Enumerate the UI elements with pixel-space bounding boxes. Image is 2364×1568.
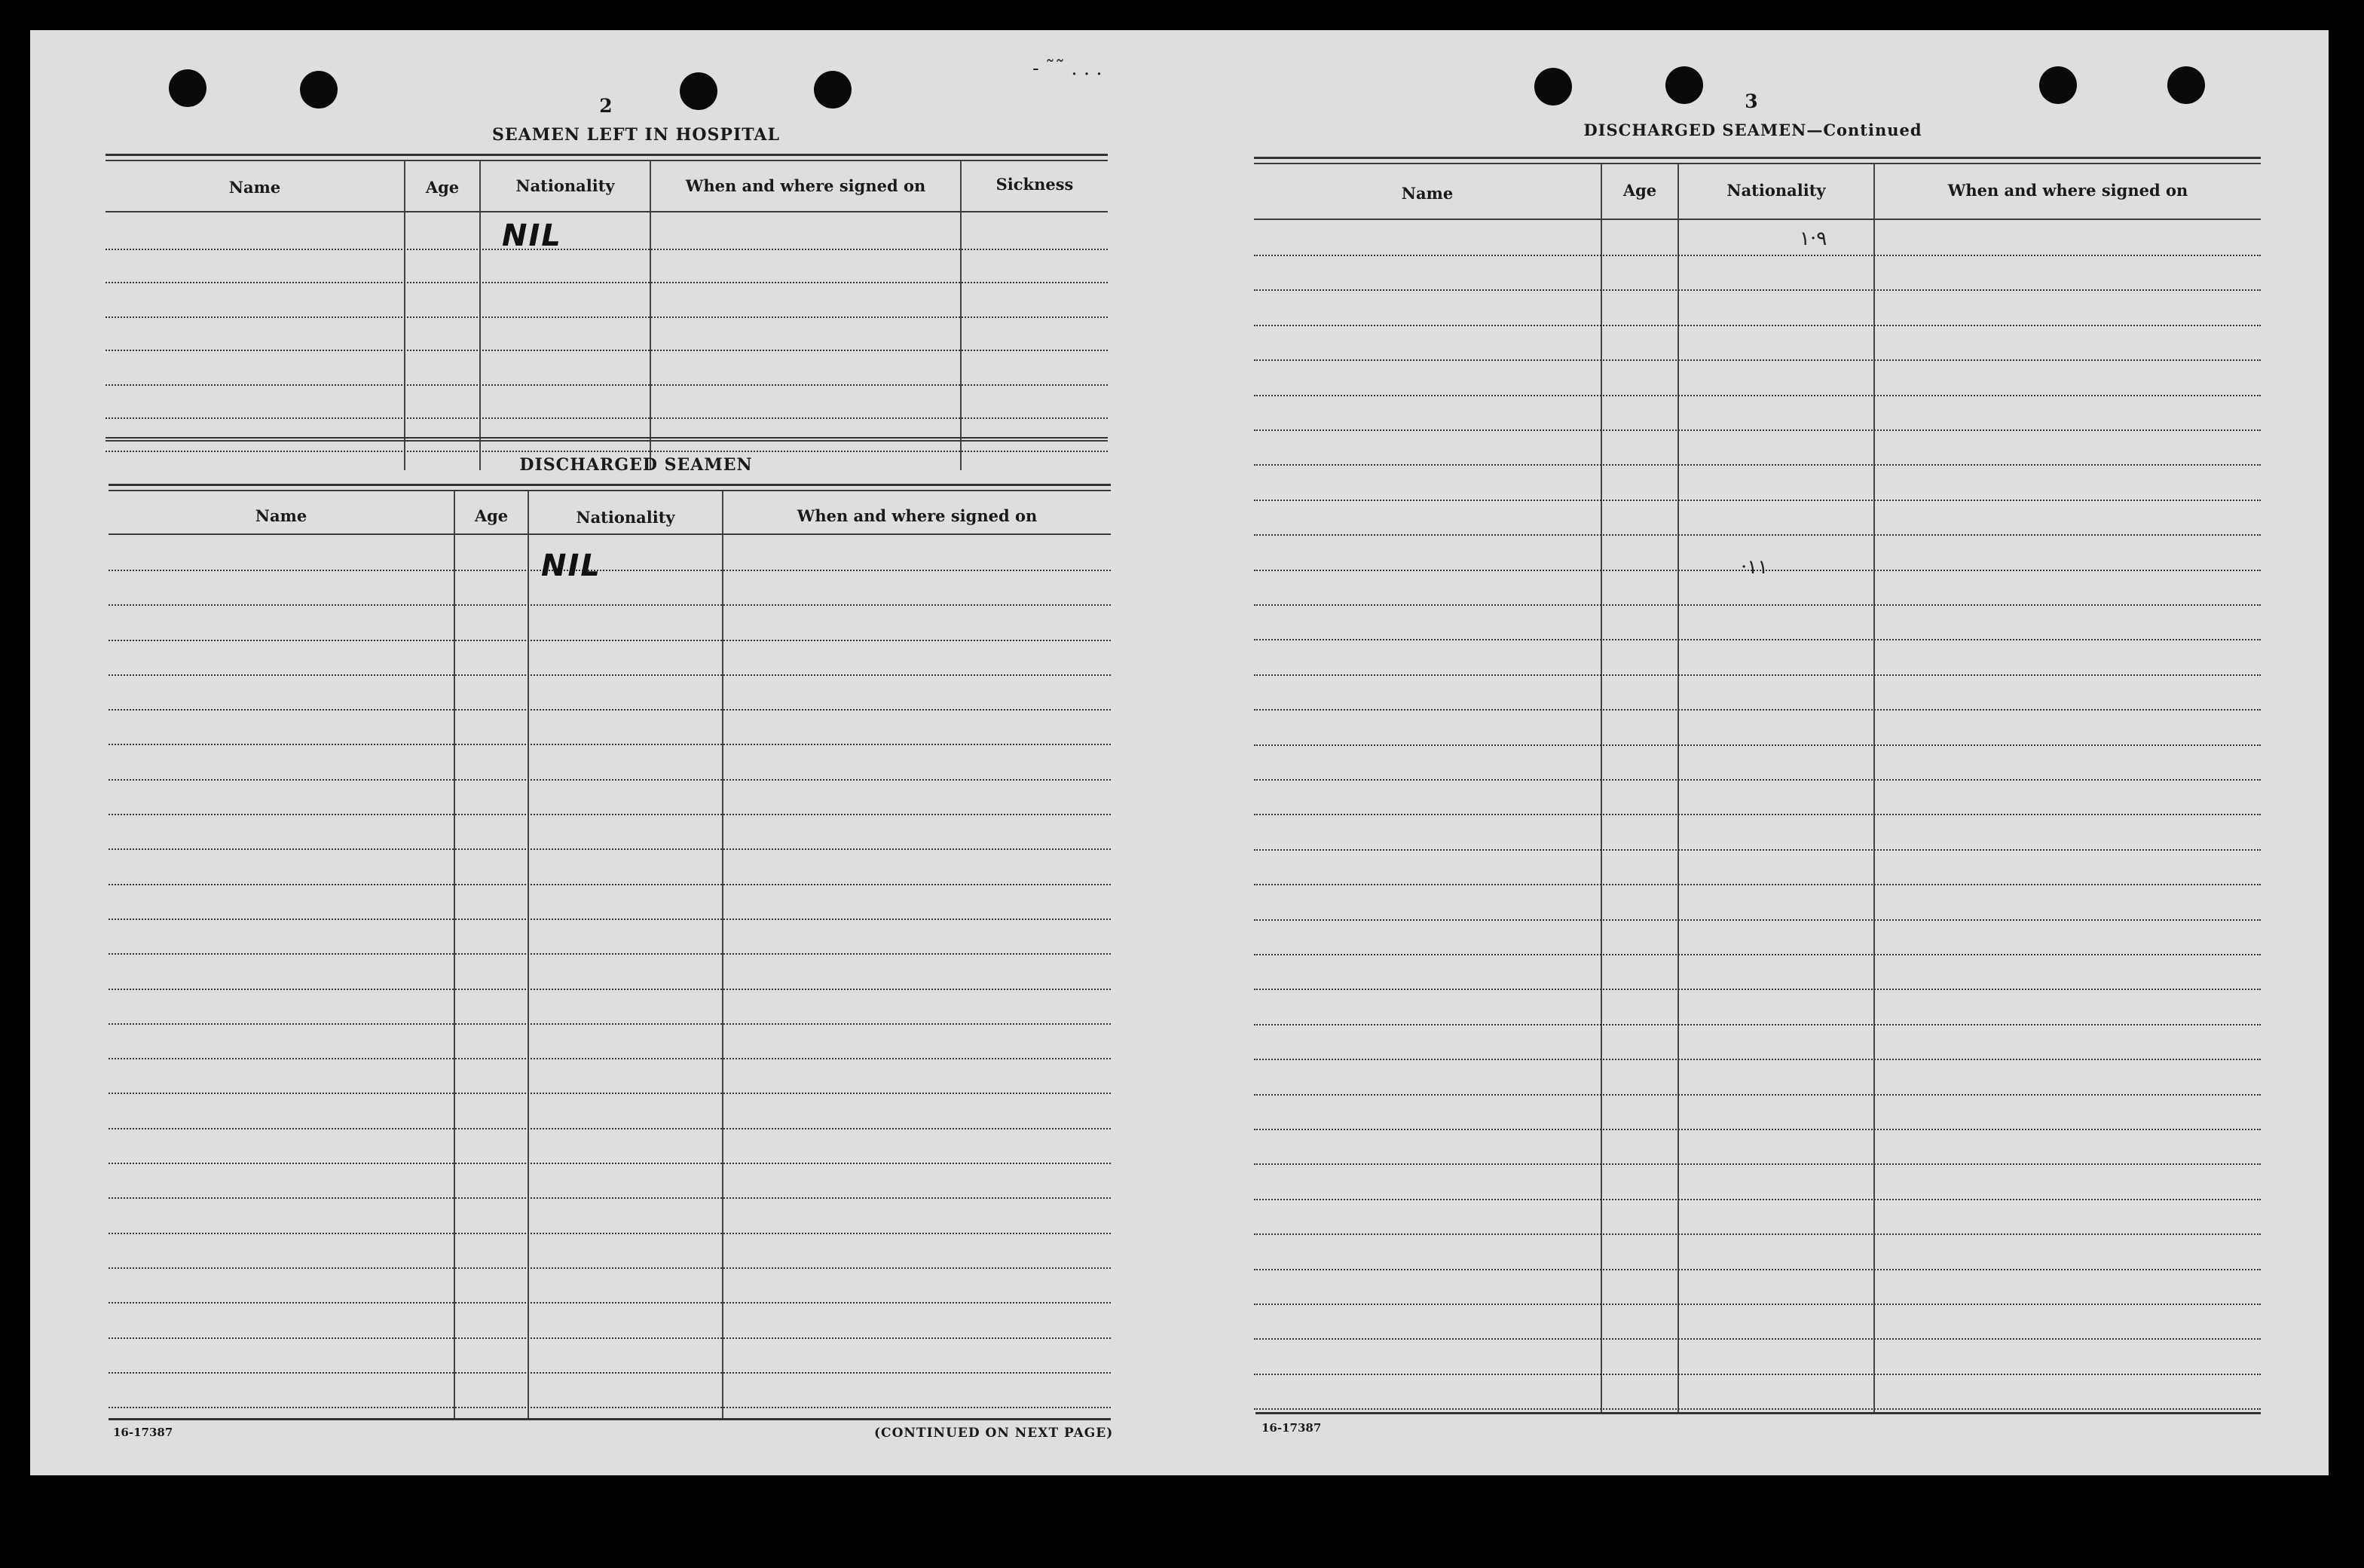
table-row: [106, 282, 1108, 283]
hospital-col-divider: [960, 161, 962, 470]
table-row: [109, 604, 1111, 606]
discharged-entry-handwritten: NIL: [541, 549, 601, 583]
right-top-rule: [1254, 157, 2261, 159]
table-row: [1254, 744, 2261, 746]
right-top-rule: [1254, 163, 2261, 164]
table-row: [109, 1233, 1111, 1234]
left-form-number: 16-17387: [113, 1426, 173, 1439]
hospital-header-nationality: Nationality: [515, 176, 615, 195]
discharged-header-age: Age: [474, 506, 509, 525]
discharged-top-rule: [109, 484, 1111, 486]
table-row: [1254, 639, 2261, 640]
table-row: [109, 1058, 1111, 1059]
table-row: [109, 953, 1111, 955]
hospital-header-signed-on: When and where signed on: [685, 176, 926, 195]
right-col-divider: [1677, 164, 1679, 1412]
punch-hole: [814, 71, 852, 109]
discharged-col-divider: [454, 491, 455, 1420]
discharged-header-rule: [109, 533, 1111, 535]
table-row: [106, 417, 1108, 419]
right-header-nationality: Nationality: [1726, 181, 1826, 200]
hospital-header-sickness: Sickness: [995, 175, 1074, 194]
top-scribble: - ˜˜ . . .: [1032, 57, 1102, 80]
hospital-top-rule: [106, 154, 1108, 156]
hospital-entry-handwritten: NIL: [502, 219, 562, 253]
table-row: [109, 709, 1111, 711]
table-row: [109, 779, 1111, 781]
right-section-title: DISCHARGED SEAMEN—Continued: [1583, 121, 1922, 139]
table-row: [1254, 604, 2261, 606]
continued-note: (CONTINUED ON NEXT PAGE): [874, 1426, 1114, 1441]
table-row: [109, 1302, 1111, 1304]
table-row: [1254, 429, 2261, 431]
table-row: [109, 1197, 1111, 1199]
table-row: [1254, 1024, 2261, 1025]
table-row: [1254, 884, 2261, 885]
document-sheet: [30, 30, 2329, 1475]
table-row: [109, 814, 1111, 815]
table-row: [1254, 1163, 2261, 1165]
nationality-mark: ·۱۱: [1741, 556, 1769, 579]
hospital-col-divider: [404, 161, 405, 470]
table-row: [109, 674, 1111, 676]
discharged-section-title: DISCHARGED SEAMEN: [519, 455, 753, 475]
table-row: [109, 744, 1111, 745]
table-row: [1254, 1269, 2261, 1270]
left-page-number: 2: [599, 95, 613, 117]
table-row: [1254, 1129, 2261, 1130]
right-header-signed-on: When and where signed on: [1947, 181, 2188, 200]
table-row: [1254, 534, 2261, 536]
table-row: [1254, 500, 2261, 501]
table-row: [1254, 779, 2261, 781]
table-row: [1254, 674, 2261, 676]
table-row: [1254, 1199, 2261, 1200]
table-row: [109, 918, 1111, 920]
table-row: [106, 249, 1108, 250]
discharged-bottom-rule: [109, 1418, 1111, 1420]
discharged-top-rule: [109, 490, 1111, 491]
table-row: [1254, 1304, 2261, 1305]
discharged-header-signed-on: When and where signed on: [797, 506, 1038, 525]
hospital-section-title: SEAMEN LEFT IN HOSPITAL: [492, 125, 780, 145]
table-row: [109, 1372, 1111, 1374]
right-header-rule: [1254, 219, 2261, 220]
table-row: [1254, 1374, 2261, 1375]
discharged-col-divider: [722, 491, 723, 1420]
table-row: [1254, 1059, 2261, 1060]
table-row: [1254, 1094, 2261, 1096]
right-page-number: 3: [1745, 90, 1758, 112]
table-row: [1254, 1408, 2261, 1410]
right-form-number: 16-17387: [1262, 1421, 1322, 1435]
discharged-header-name: Name: [255, 506, 307, 525]
table-row: [109, 848, 1111, 850]
table-row: [109, 989, 1111, 990]
hospital-header-age: Age: [425, 178, 460, 197]
table-row: [1254, 989, 2261, 990]
right-bottom-rule: [1255, 1412, 2261, 1414]
punch-hole: [2167, 66, 2205, 104]
table-row: [1254, 464, 2261, 466]
table-row: [106, 350, 1108, 351]
right-col-divider: [1873, 164, 1875, 1412]
right-header-age: Age: [1622, 181, 1657, 200]
table-row: [1254, 1233, 2261, 1235]
punch-hole: [1534, 68, 1572, 105]
table-row: [1254, 395, 2261, 396]
table-row: [109, 1128, 1111, 1129]
hospital-col-divider: [479, 161, 481, 470]
punch-hole: [169, 69, 206, 107]
right-col-divider: [1601, 164, 1602, 1412]
table-row: [1254, 919, 2261, 921]
table-row: [109, 1023, 1111, 1025]
table-row: [109, 1093, 1111, 1094]
hospital-col-divider: [650, 161, 651, 470]
table-row: [109, 1407, 1111, 1408]
table-row: [106, 451, 1108, 452]
nationality-mark: ۱·۹: [1800, 228, 1827, 250]
table-row: [1254, 849, 2261, 851]
table-row: [109, 1337, 1111, 1339]
table-row: [109, 1267, 1111, 1269]
table-row: [1254, 289, 2261, 291]
table-row: [1254, 1338, 2261, 1340]
right-header-name: Name: [1401, 184, 1454, 203]
table-row: [1254, 954, 2261, 955]
table-row: [1254, 255, 2261, 256]
hospital-header-rule: [106, 211, 1108, 212]
table-row: [109, 570, 1111, 571]
table-row: [109, 640, 1111, 641]
table-row: [109, 1163, 1111, 1164]
table-row: [109, 884, 1111, 885]
table-row: [1254, 325, 2261, 326]
table-row: [106, 316, 1108, 318]
punch-hole: [680, 72, 717, 110]
table-row: [106, 437, 1108, 439]
table-row: [1254, 709, 2261, 711]
punch-hole: [1665, 66, 1703, 104]
punch-hole: [2039, 66, 2077, 104]
hospital-bottom-rule: [106, 440, 1108, 442]
table-row: [1254, 359, 2261, 361]
hospital-header-name: Name: [228, 178, 281, 197]
discharged-col-divider: [528, 491, 529, 1420]
table-row: [1254, 814, 2261, 815]
discharged-header-nationality: Nationality: [576, 508, 675, 527]
table-row: [106, 384, 1108, 386]
hospital-top-rule: [106, 160, 1108, 161]
punch-hole: [300, 71, 338, 109]
